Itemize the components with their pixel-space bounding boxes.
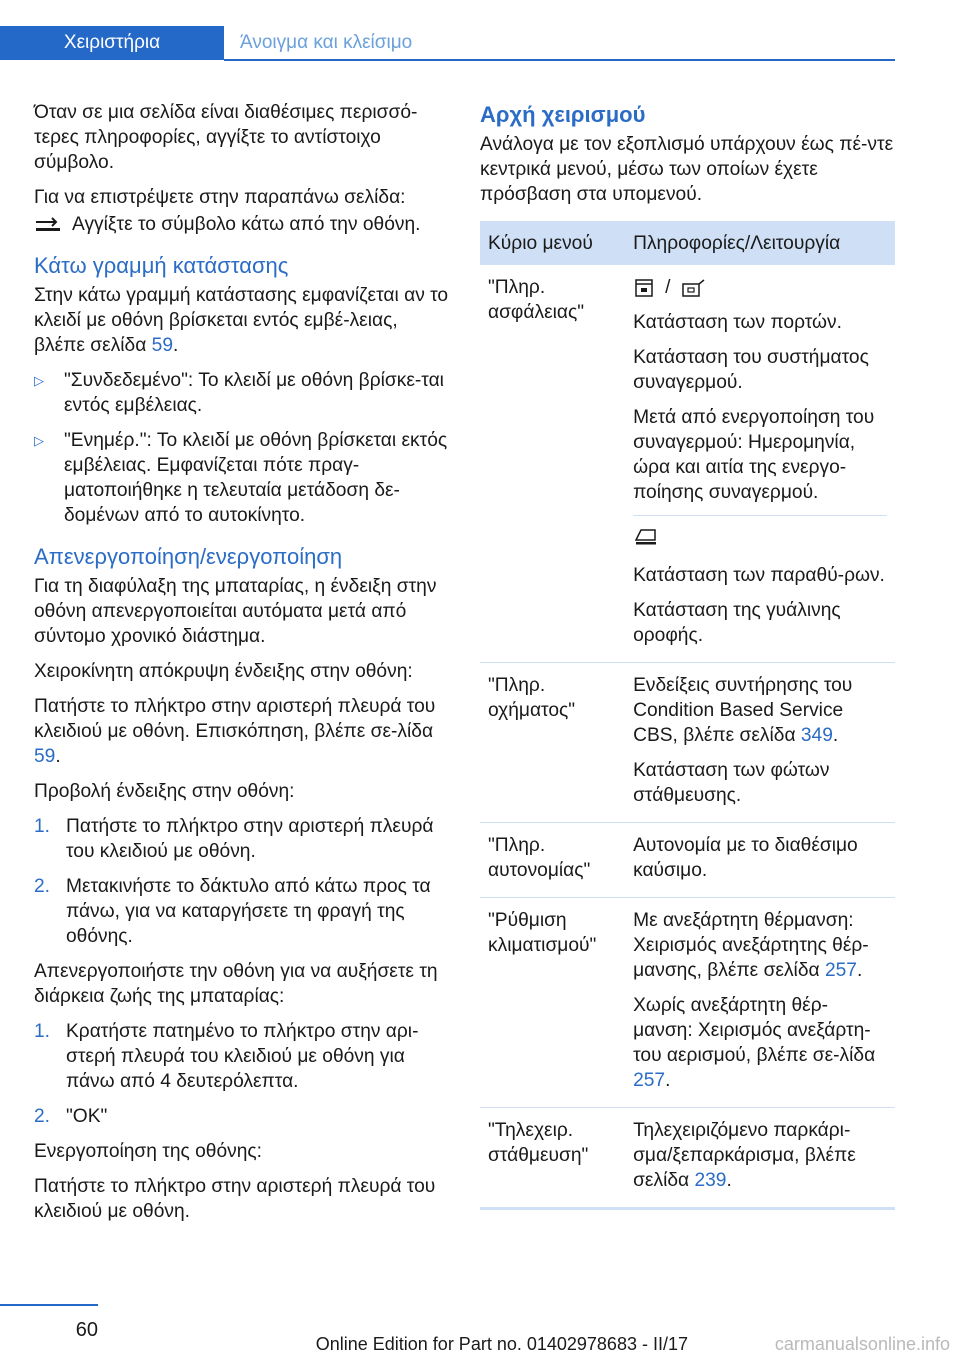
- list-item-text: "Συνδεδεμένο": Το κλειδί με οθόνη βρίσκε‐ται εντός εμβέλειας.: [64, 370, 444, 416]
- list-item: [34, 874, 452, 949]
- paragraph: Τηλεχειριζόμενο παρκάρι‐σμα/ξεπαρκάρισμα, βλέπε σελίδα 239.: [633, 1120, 856, 1191]
- table-cell: [625, 1108, 895, 1209]
- list-number: 2.: [34, 876, 51, 897]
- table-cell: "Τηλεχειρ. στάθμευση": [480, 1108, 625, 1209]
- paragraph: Πατήστε το πλήκτρο στην αριστερή πλευρά του κλειδιού με οθόνη.: [34, 1176, 436, 1222]
- table-row: [480, 823, 895, 898]
- list-item-text: Μετακινήστε το δάκτυλο από κάτω προς τα πάνω, για να καταργήσετε τη φραγή της οθόνης.: [66, 876, 431, 947]
- tab-controls[interactable]: Χειριστήρια: [0, 26, 224, 60]
- page-link[interactable]: 257: [824, 960, 857, 981]
- table-cell: [625, 823, 895, 898]
- list-item-text: "OK": [66, 1106, 108, 1127]
- edition-text: Online Edition for Part no. 01402978683 - II/17: [315, 1334, 688, 1354]
- table-header-cell: Κύριο μενού: [480, 221, 625, 265]
- list-item: [34, 1104, 452, 1129]
- tab-opening-closing[interactable]: Άνοιγμα και κλείσιμο: [240, 32, 413, 53]
- watermark: carmanualsonline.info: [774, 1334, 950, 1354]
- table-header-row: [480, 221, 895, 265]
- list-item-text: "Ενημέρ.": Το κλειδί με οθόνη βρίσκεται εκτός εμβέλειας. Εμφανίζεται πότε πραγ‐ματοποιήθηκε η τελευταία μετάδοση δε‐δομένων από το αυτοκίνητο.: [64, 430, 448, 526]
- list-number: 2.: [34, 1106, 51, 1127]
- table-cell: "Πληρ. αυτονομίας": [480, 823, 625, 898]
- table-cell: "Πληρ. οχήματος": [480, 663, 625, 823]
- table-cell: "Ρύθμιση κλιματισμού": [480, 898, 625, 1108]
- table-row: [480, 265, 895, 663]
- icon-line: [633, 526, 887, 553]
- icon-line: [633, 275, 887, 300]
- paragraph: Κατάσταση του συστήματος συναγερμού.: [633, 347, 869, 393]
- paragraph: Χειροκίνητη απόκρυψη ένδειξης στην οθόνη:: [34, 661, 413, 682]
- paragraph: Στην κάτω γραμμή κατάστασης εμφανίζεται αν το κλειδί με οθόνη βρίσκεται εντός εμβέ‐λειας, βλέπε σελίδα 59.: [34, 285, 449, 356]
- table-cell: "Πληρ. ασφάλειας": [480, 265, 625, 663]
- list-item: [34, 428, 452, 528]
- paragraph: Κατάσταση της γυάλινης οροφής.: [633, 600, 841, 646]
- paragraph: Για να επιστρέψετε στην παραπάνω σελίδα:: [34, 187, 406, 208]
- table-row: [480, 663, 895, 823]
- section-heading-operating-principle: Αρχή χειρισμού: [480, 102, 646, 127]
- page-link[interactable]: 59: [151, 335, 174, 356]
- table-row: [480, 1108, 895, 1209]
- page-link[interactable]: 349: [800, 725, 833, 746]
- paragraph: Όταν σε μια σελίδα είναι διαθέσιμες περισσό‐τερες πληροφορίες, αγγίξτε το αντίστοιχο σύμβολο.: [34, 102, 418, 173]
- door-locked-icon: [633, 278, 655, 298]
- main-menu-table: [480, 221, 895, 1210]
- sub-section: [633, 515, 887, 648]
- paragraph: Χωρίς ανεξάρτητη θέρ‐μανση: Χειρισμός ανεξάρτη‐του αερισμού, βλέπε σε‐λίδα 257.: [633, 995, 876, 1091]
- table-cell: [625, 663, 895, 823]
- paragraph: Κατάσταση των πορτών.: [633, 312, 842, 333]
- paragraph: Με ανεξάρτητη θέρμανση: Χειρισμός ανεξάρτητης θέρ‐μανσης, βλέπε σελίδα 257.: [633, 910, 869, 981]
- list-item: [34, 814, 452, 864]
- triangle-bullet-icon: ▷: [34, 373, 44, 388]
- paragraph: Για τη διαφύλαξη της μπαταρίας, η ένδειξη στην οθόνη απενεργοποιείται αυτόματα μετά από σύντομο χρονικό διάστημα.: [34, 576, 437, 647]
- window-icon: [633, 526, 659, 546]
- footer-rule: [0, 1304, 98, 1306]
- list-item-text: Πατήστε το πλήκτρο στην αριστερή πλευρά του κλειδιού με οθόνη.: [66, 816, 434, 862]
- header-bar: [0, 26, 895, 60]
- paragraph: Πατήστε το πλήκτρο στην αριστερή πλευρά του κλειδιού με οθόνη. Επισκόπηση, βλέπε σε‐λίδα 59.: [34, 696, 436, 767]
- paragraph: Κατάσταση των παραθύ‐ρων.: [633, 565, 885, 586]
- table-cell: [625, 265, 895, 663]
- list-item: [34, 368, 452, 418]
- list-item: [34, 1019, 452, 1094]
- right-column: [480, 100, 895, 1210]
- section-heading-deactivation: Απενεργοποίηση/ενεργοποίηση: [34, 544, 343, 569]
- back-arrow-icon: [34, 217, 62, 233]
- paragraph: Ενεργοποίηση της οθόνης:: [34, 1141, 262, 1162]
- page-link[interactable]: 239: [694, 1170, 727, 1191]
- list-number: 1.: [34, 1021, 51, 1042]
- header-rule: [224, 59, 895, 61]
- paragraph: Προβολή ένδειξης στην οθόνη:: [34, 781, 295, 802]
- paragraph: Ανάλογα με τον εξοπλισμό υπάρχουν έως πέ‐ντε κεντρικά μενού, μέσω των οποίων έχετε πρόσβαση στα υπομενού.: [480, 134, 894, 205]
- list-number: 1.: [34, 816, 51, 837]
- table-header-cell: Πληροφορίες/Λειτουργία: [625, 221, 895, 265]
- paragraph-text: Αγγίξτε το σύμβολο κάτω από την οθόνη.: [72, 214, 421, 235]
- paragraph: Μετά από ενεργοποίηση του συναγερμού: Ημερομηνία, ώρα και αιτία της ενεργο‐ποίησης συναγερμού.: [633, 407, 875, 503]
- door-unlocked-icon: [680, 278, 706, 298]
- left-column: [34, 100, 452, 1234]
- paragraph: Ενδείξεις συντήρησης του Condition Based Service CBS, βλέπε σελίδα 349.: [633, 675, 853, 746]
- paragraph-with-icon: [34, 212, 452, 237]
- page-number: 60: [75, 1319, 98, 1341]
- table-row: [480, 898, 895, 1108]
- triangle-bullet-icon: ▷: [34, 433, 44, 448]
- paragraph: Κατάσταση των φώτων στάθμευσης.: [633, 760, 830, 806]
- page-link[interactable]: 257: [633, 1070, 666, 1091]
- section-heading-status-bar: Κάτω γραμμή κατάστασης: [34, 253, 289, 278]
- separator: /: [665, 277, 671, 298]
- table-cell: [625, 898, 895, 1108]
- list-item-text: Κρατήστε πατημένο το πλήκτρο στην αρι‐στερή πλευρά του κλειδιού με οθόνη για πάνω από 4 δευτερόλεπτα.: [66, 1021, 419, 1092]
- paragraph: Απενεργοποιήστε την οθόνη για να αυξήσετε τη διάρκεια ζωής της μπαταρίας:: [34, 961, 438, 1007]
- page-link[interactable]: 59: [34, 746, 56, 767]
- paragraph: Αυτονομία με το διαθέσιμο καύσιμο.: [633, 835, 858, 881]
